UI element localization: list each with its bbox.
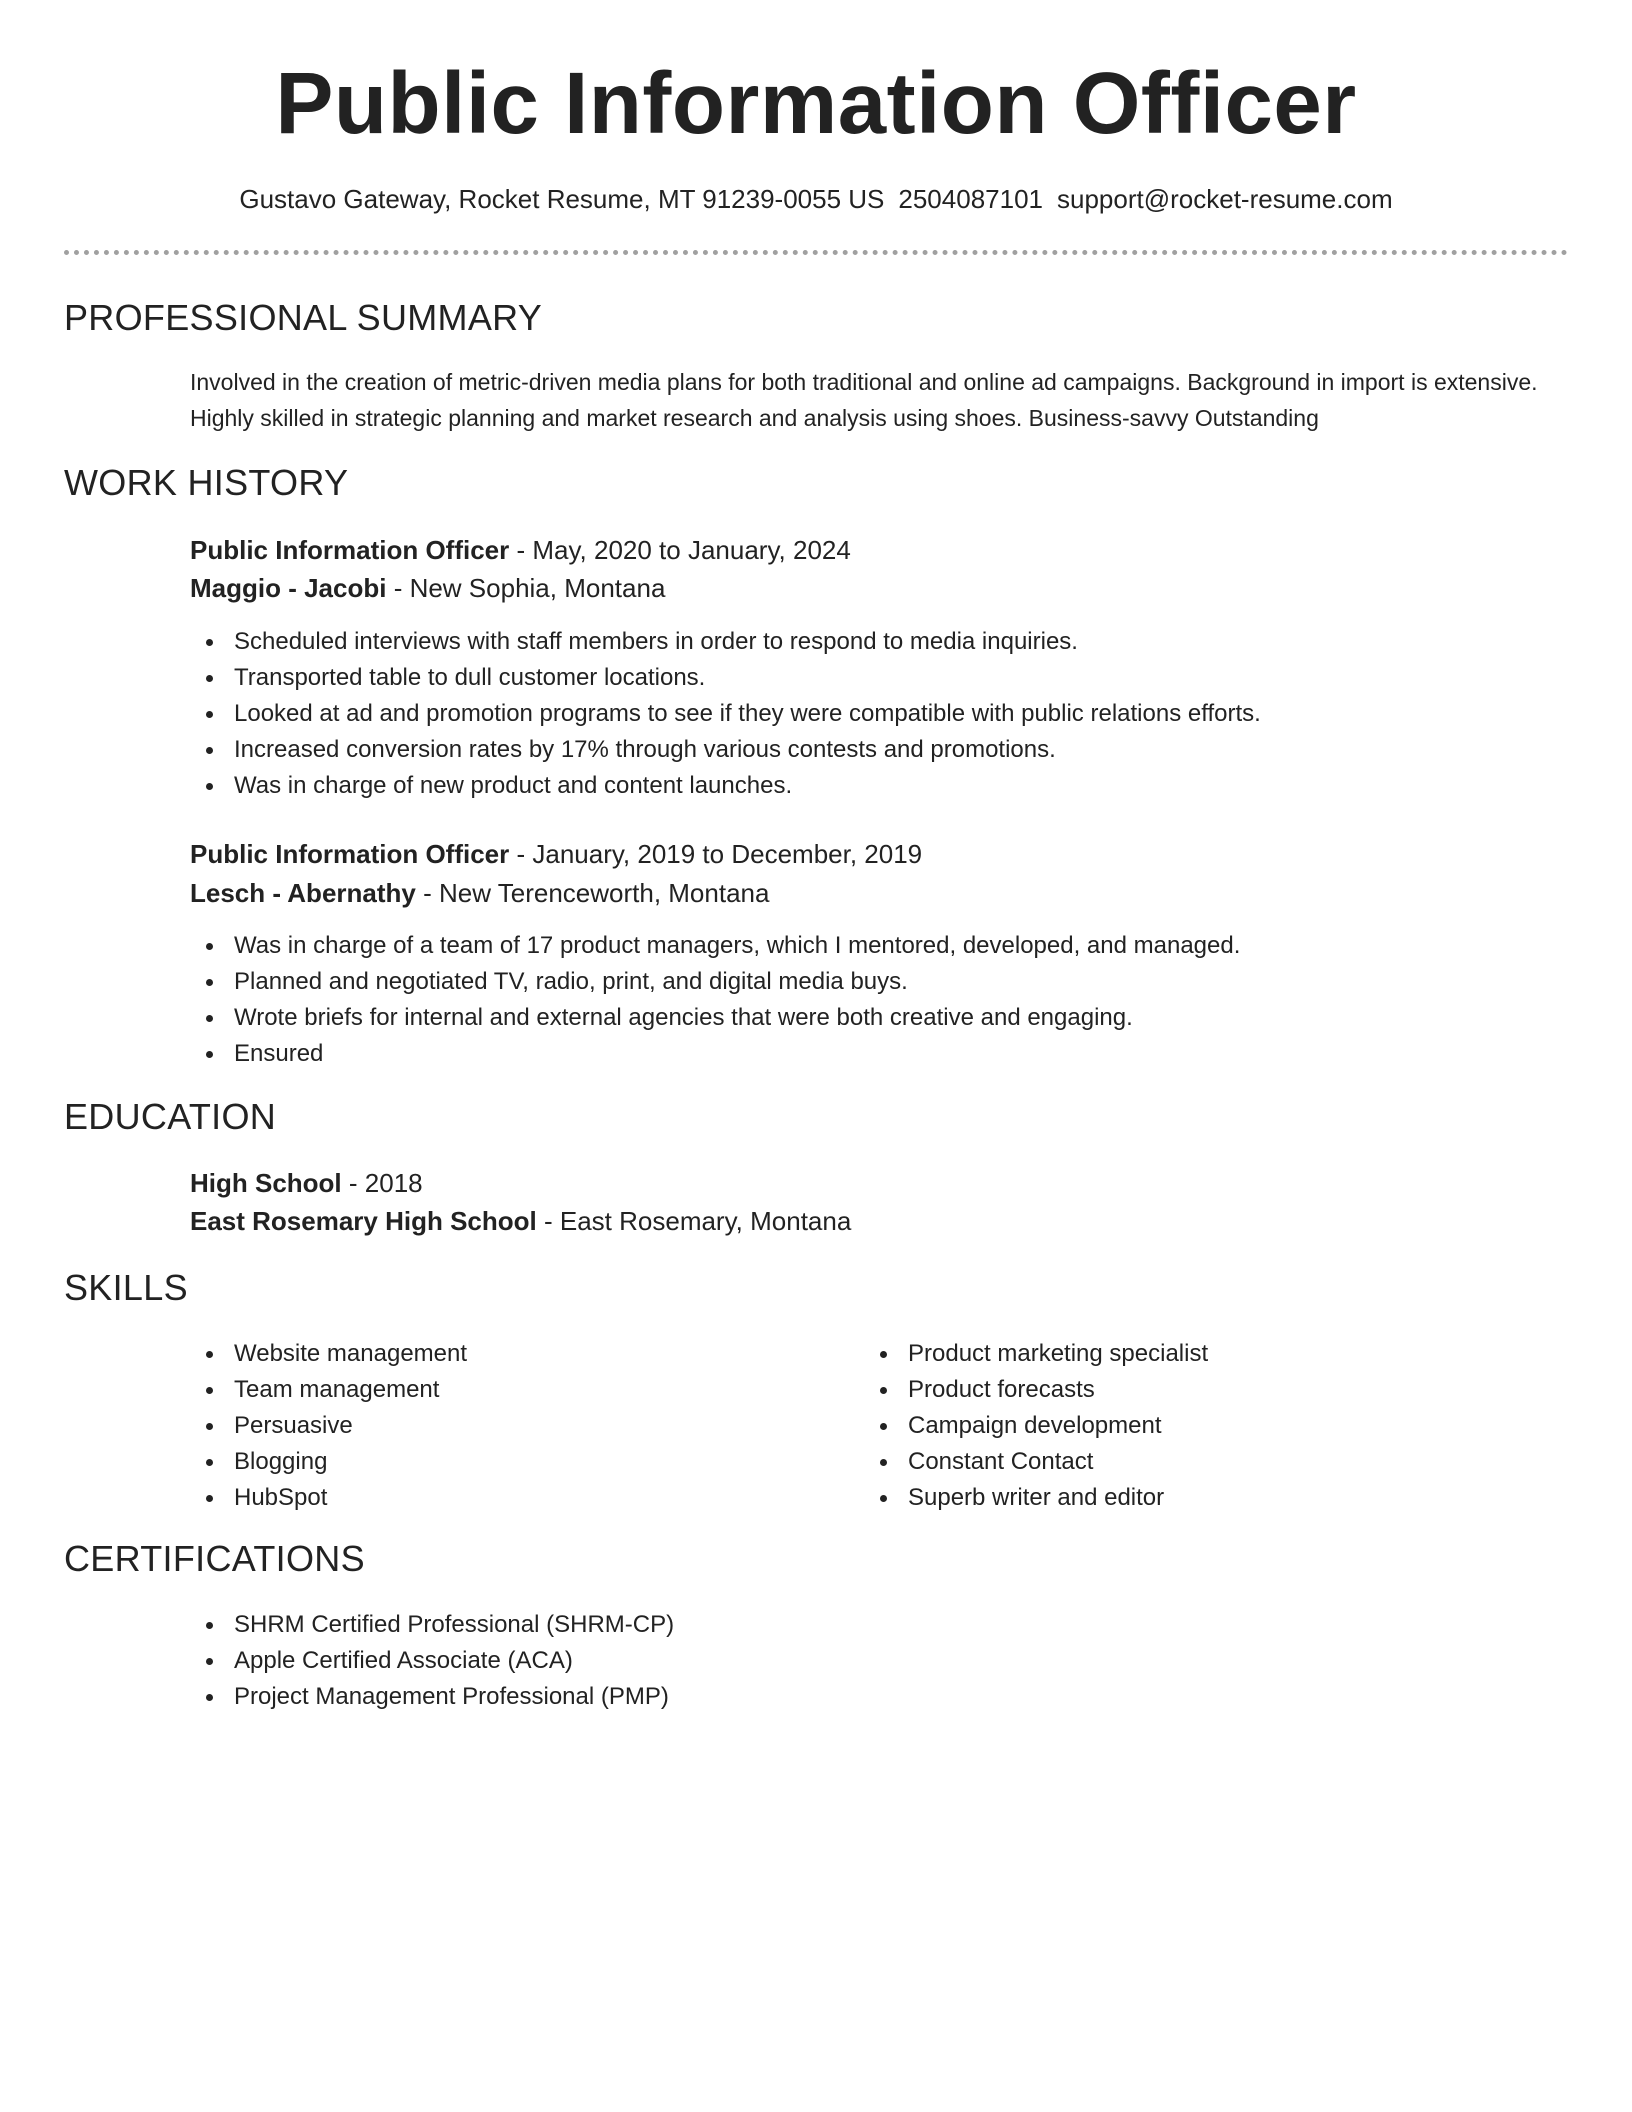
job-2-role: Public Information Officer [190,839,510,869]
skill-item: Campaign development [864,1408,1208,1444]
education-degree: High School [190,1168,342,1198]
education-location: - East Rosemary, Montana [536,1206,852,1236]
certifications-heading: CERTIFICATIONS [64,1538,365,1579]
summary-text: Involved in the creation of metric-driven media plans for both traditional and online ad campaigns. Background in import is extensive. Highly skilled in strategic planning and market research and analysis using shoes. Business-savvy Outstanding [190,369,1538,431]
header-divider [64,250,1568,255]
job-1-bullets [190,624,1261,804]
education-degree-line [190,1164,423,1202]
list-item: Planned and negotiated TV, radio, print, and digital media buys. [190,964,1240,1000]
list-item: Wrote briefs for internal and external agencies that were both creative and engaging. [190,1000,1240,1036]
skills-heading: SKILLS [64,1267,188,1308]
contact-email: support@rocket-resume.com [1057,184,1393,214]
education-school: East Rosemary High School [190,1206,537,1236]
job-1-dates: - May, 2020 to January, 2024 [509,535,851,565]
job-1-company: Maggio - Jacobi [190,573,387,603]
list-item: Increased conversion rates by 17% through various contests and promotions. [190,732,1261,768]
job-2-title-line [190,835,922,873]
education-school-line [190,1202,851,1240]
list-item: Looked at ad and promotion programs to see if they were compatible with public relations efforts. [190,696,1261,732]
resume-title: Public Information Officer [275,55,1357,152]
job-2-company: Lesch - Abernathy [190,878,416,908]
education-year: - 2018 [341,1168,423,1198]
skill-item: HubSpot [190,1480,467,1516]
job-2-bullets [190,928,1240,1072]
skills-list-left [190,1336,467,1516]
certification-item: Project Management Professional (PMP) [190,1679,674,1715]
skill-item: Blogging [190,1444,467,1480]
list-item: Transported table to dull customer locations. [190,660,1261,696]
job-1-role: Public Information Officer [190,535,510,565]
skill-item: Constant Contact [864,1444,1208,1480]
list-item: Was in charge of a team of 17 product managers, which I mentored, developed, and managed. [190,928,1240,964]
contact-address: Gustavo Gateway, Rocket Resume, MT 91239-0055 US [239,184,885,214]
skill-item: Website management [190,1336,467,1372]
job-2-location: - New Terenceworth, Montana [415,878,770,908]
job-2-company-line [190,874,769,912]
skill-item: Product forecasts [864,1372,1208,1408]
job-1-company-line [190,569,665,607]
education-heading: EDUCATION [64,1096,277,1137]
list-item: Ensured [190,1036,1240,1072]
contact-line [0,182,1632,216]
summary-heading: PROFESSIONAL SUMMARY [64,297,543,338]
skill-item: Product marketing specialist [864,1336,1208,1372]
skill-item: Superb writer and editor [864,1480,1208,1516]
skill-item: Team management [190,1372,467,1408]
list-item: Scheduled interviews with staff members in order to respond to media inquiries. [190,624,1261,660]
job-1-title-line [190,531,851,569]
work-history-heading: WORK HISTORY [64,462,349,503]
certification-item: Apple Certified Associate (ACA) [190,1643,674,1679]
certification-item: SHRM Certified Professional (SHRM-CP) [190,1607,674,1643]
list-item: Was in charge of new product and content launches. [190,768,1261,804]
skill-item: Persuasive [190,1408,467,1444]
certifications-list [190,1607,674,1715]
skills-list-right [864,1336,1208,1516]
job-2-dates: - January, 2019 to December, 2019 [509,839,923,869]
job-1-location: - New Sophia, Montana [386,573,666,603]
contact-phone: 2504087101 [898,184,1043,214]
